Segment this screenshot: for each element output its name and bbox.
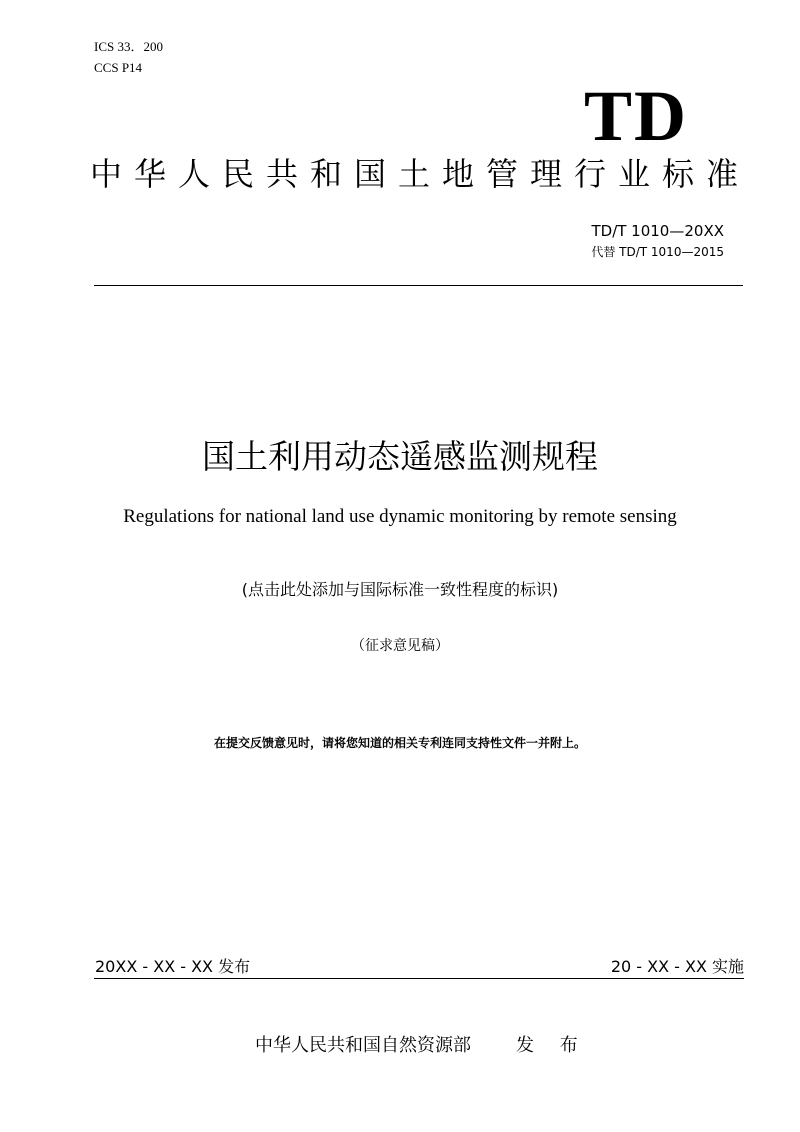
document-title-english: Regulations for national land use dynamic monitoring by remote sensing (123, 506, 677, 527)
standard-type-heading: 中华人民共和国土地管理行业标准 (90, 155, 738, 193)
document-title-chinese: 国土利用动态遥感监测规程 (202, 437, 598, 476)
implementation-date: 20 - XX - XX 实施 (610, 957, 744, 976)
publisher-name: 中华人民共和国自然资源部 (255, 1035, 471, 1056)
draft-status: （征求意见稿） (351, 638, 449, 654)
patent-notice: 在提交反馈意见时，请将您知道的相关专利连同支持性文件一并附上。 (213, 736, 586, 750)
issue-label: 发 布 (516, 1035, 588, 1056)
td-logo: TD (583, 76, 688, 156)
replaced-standard: 代替 TD/T 1010—2015 (591, 245, 724, 259)
consistency-mark[interactable]: (点击此处添加与国际标准一致性程度的标识) (241, 580, 559, 599)
header-divider (94, 285, 743, 286)
ics-code: ICS 33．200 (94, 39, 163, 54)
ccs-code: CCS P14 (94, 60, 143, 75)
issue-date: 20XX - XX - XX 发布 (95, 957, 251, 976)
footer-divider (94, 978, 744, 979)
standard-code: TD/T 1010—20XX (591, 222, 724, 240)
